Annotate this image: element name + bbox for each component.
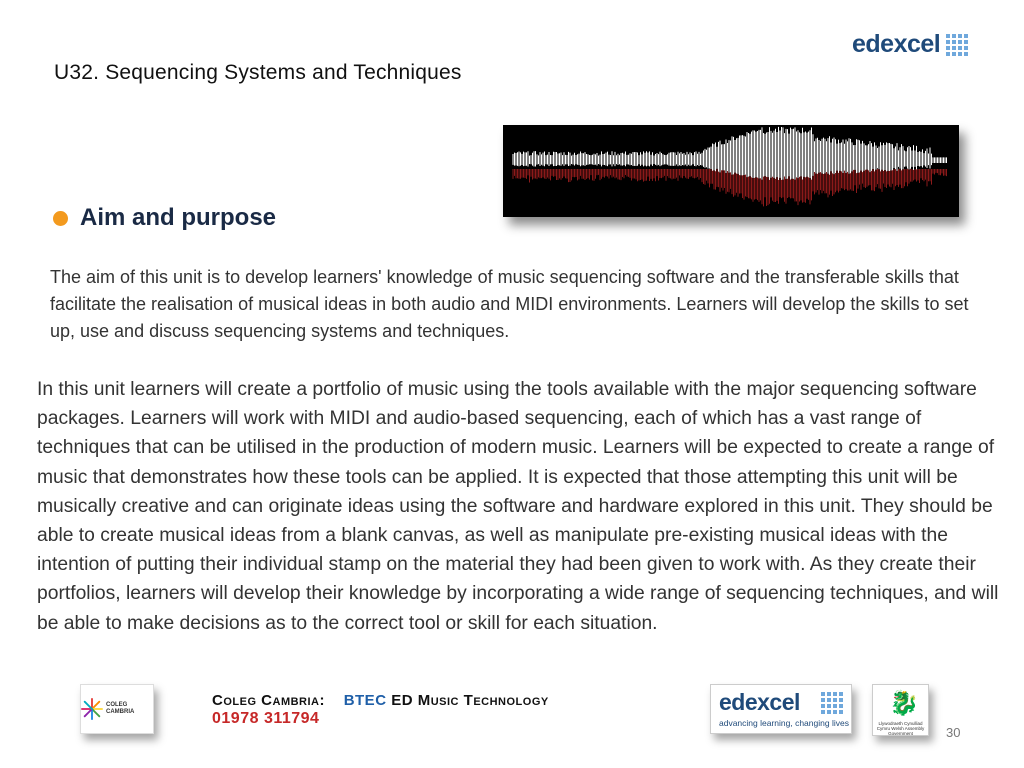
slide-title: U32. Sequencing Systems and Techniques [54,61,462,84]
footer-college: Coleg Cambria: [212,692,325,709]
footer-course-line [212,692,549,709]
page-number: 30 [946,725,961,740]
aim-heading [53,204,276,232]
aim-paragraph: The aim of this unit is to develop learners' knowledge of music sequencing software and the transferable skills that facilitate the realisation of musical ideas in both audio and MIDI environments. Learners will develop the skills to set up, use and discuss sequencing systems and techniques. [50,267,969,341]
body-paragraph: In this unit learners will create a portfolio of music using the tools available with the major sequencing software packages. Learners will work with MIDI and audio-based sequencing, each of which has a vast range of techniques that can be utilised in the production of modern music. Learners will be expected to create a range of music that demonstrates how these tools can be applied. It is expected that those attempting this unit will be musically creative and can originate ideas using the software and hardware explored in this unit. They should be able to create musical ideas from a blank canvas, as well as manipulate pre-existing musical ideas with the intention of putting their individual stamp on the material they had been given to work with. As they create their portfolios, learners will develop their knowledge by incorporating a wide range of sequencing techniques, and will be able to make decisions as to the correct tool or skill for each situation. [37,379,999,634]
welsh-government-logo [872,684,929,736]
waveform-graphic [503,125,959,217]
edexcel-logo [852,30,968,59]
edexcel-grid-icon [946,34,968,56]
edexcel-footer-logo [710,684,852,734]
cambria-starburst-icon [81,697,103,721]
aim-title: Aim and purpose [80,204,277,231]
waveform-image [503,125,959,217]
coleg-cambria-logo [80,684,154,734]
welsh-government-text: Llywodraeth Cynulliad Cymru Welsh Assembly Government [876,721,925,736]
footer-btec: BTEC [343,692,387,709]
footer [0,670,1024,768]
footer-phone: 01978 311794 [212,710,320,727]
bullet-icon [53,211,68,226]
edexcel-footer-word: edexcel [719,689,800,715]
cambria-logo-text: COLEG CAMBRIA [105,702,135,715]
edexcel-tagline: advancing learning, changing lives [719,718,849,728]
footer-course: ED Music Technology [391,692,549,709]
welsh-dragon-icon: 🐉 [889,690,919,717]
edexcel-logo-word: edexcel [852,30,941,58]
edexcel-footer-grid-icon [821,692,843,714]
